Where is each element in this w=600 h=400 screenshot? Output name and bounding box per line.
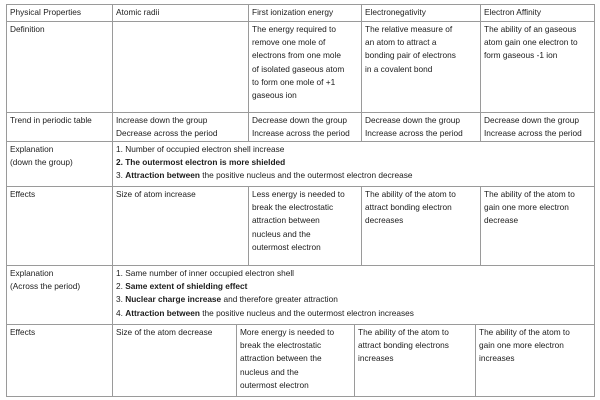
trend-radii-line: Increase down the group: [116, 115, 208, 125]
trend-affinity: [480, 112, 595, 142]
explanation-down-item-rest: the positive nucleus and the outermost electron decrease: [199, 170, 413, 181]
effects-down-affinity: [480, 186, 595, 266]
explanation-across-item-bold: Nuclear charge increase: [125, 294, 222, 305]
effects-down-electronegativity-line: decreases: [365, 215, 404, 226]
explanation-across-item: [116, 293, 591, 306]
explanation-down-item-bold: 2. The outermost electron is more shielded: [116, 157, 286, 168]
effects-down-ionization-line: break the electrostatic: [252, 202, 334, 213]
explanation-down-item-bold: Attraction between: [125, 170, 200, 181]
trend-ionization-line: Increase across the period: [252, 128, 350, 139]
definition-affinity: [480, 21, 595, 113]
effects-down-affinity-line: The ability of the atom to: [484, 189, 575, 199]
definition-electronegativity-line: bonding pair of electrons: [365, 50, 456, 61]
header-atomic-radii-text: Atomic radii: [116, 7, 160, 17]
definition-label: [6, 21, 113, 113]
header-electron-affinity-text: Electron Affinity: [484, 7, 542, 17]
header-first-ionization-energy-text: First ionization energy: [252, 7, 334, 17]
definition-label-text: Definition: [10, 24, 45, 34]
effects-across-radii: [112, 324, 237, 397]
trend-affinity-line: Increase across the period: [484, 128, 582, 139]
definition-electronegativity-line: The relative measure of: [365, 24, 453, 34]
definition-ionization-line: of isolated gaseous atom: [252, 63, 345, 74]
definition-affinity-line: The ability of an gaseous: [484, 24, 577, 34]
effects-across-label: [6, 324, 113, 397]
header-first-ionization-energy: [248, 4, 362, 22]
effects-down-ionization-line: Less energy is needed to: [252, 189, 345, 199]
definition-electronegativity-line: in a covalent bond: [365, 63, 433, 74]
header-physical-properties: [6, 4, 113, 22]
explanation-across-item-number: 3.: [116, 294, 126, 305]
explanation-across-item: 1. Same number of inner occupied electron shell: [116, 268, 295, 278]
effects-across-affinity-line: increases: [479, 353, 515, 364]
definition-ionization-line: remove one mole of: [252, 37, 326, 48]
effects-across-ionization-line: More energy is needed to: [240, 327, 335, 337]
trend-radii-line: Decrease across the period: [116, 128, 218, 139]
effects-down-radii-text: Size of atom increase: [116, 189, 196, 199]
definition-radii: [112, 21, 249, 113]
explanation-across-item: [116, 280, 591, 293]
trend-electronegativity-line: Decrease down the group: [365, 115, 461, 125]
effects-across-affinity: [475, 324, 595, 397]
header-atomic-radii: [112, 4, 249, 22]
explanation-down-content: [112, 141, 595, 187]
effects-down-ionization-line: attraction between: [252, 215, 320, 226]
definition-ionization-line: The energy required to: [252, 24, 336, 34]
definition-ionization: [248, 21, 362, 113]
properties-table: [6, 4, 595, 397]
explanation-across-item-bold: Attraction between: [125, 307, 200, 318]
trend-label-text: Trend in periodic table: [10, 115, 92, 125]
explanation-across-item-rest: the positive nucleus and the outermost electron increases: [199, 307, 414, 318]
explanation-across-label-line: (Across the period): [10, 281, 81, 292]
effects-across-affinity-line: The ability of the atom to: [479, 327, 570, 337]
effects-across-electronegativity-line: attract bonding electrons: [358, 340, 449, 351]
trend-ionization-line: Decrease down the group: [252, 115, 348, 125]
effects-down-ionization: [248, 186, 362, 266]
explanation-down-label-line: (down the group): [10, 157, 73, 168]
effects-down-label-text: Effects: [10, 189, 36, 199]
explanation-down-item: 1. Number of occupied electron shell increase: [116, 144, 285, 154]
header-physical-properties-text: Physical Properties: [10, 7, 82, 17]
effects-across-ionization: [236, 324, 355, 397]
explanation-across-item: [116, 307, 591, 320]
trend-affinity-line: Decrease down the group: [484, 115, 580, 125]
explanation-across-item-bold: Same extent of shielding effect: [125, 281, 248, 292]
effects-across-electronegativity-line: increases: [358, 353, 394, 364]
trend-label: [6, 112, 113, 142]
explanation-across-label-line: Explanation: [10, 268, 54, 278]
trend-ionization: [248, 112, 362, 142]
header-electronegativity-text: Electronegativity: [365, 7, 426, 17]
definition-ionization-line: electrons from one mole: [252, 50, 342, 61]
explanation-down-item-number: 3.: [116, 170, 126, 181]
definition-affinity-line: form gaseous -1 ion: [484, 50, 558, 61]
explanation-across-label: [6, 265, 113, 325]
effects-across-radii-text: Size of the atom decrease: [116, 327, 213, 337]
effects-across-electronegativity: [354, 324, 476, 397]
definition-affinity-line: atom gain one electron to: [484, 37, 578, 48]
trend-electronegativity: [361, 112, 481, 142]
definition-electronegativity-line: an atom to attract a: [365, 37, 437, 48]
effects-down-electronegativity: [361, 186, 481, 266]
effects-across-ionization-line: attraction between the: [240, 353, 322, 364]
effects-down-ionization-line: nucleus and the: [252, 228, 311, 239]
effects-across-label-text: Effects: [10, 327, 36, 337]
definition-ionization-line: gaseous ion: [252, 90, 297, 101]
explanation-down-label: [6, 141, 113, 187]
explanation-across-content: [112, 265, 595, 325]
definition-electronegativity: [361, 21, 481, 113]
effects-across-ionization-line: break the electrostatic: [240, 340, 322, 351]
trend-electronegativity-line: Increase across the period: [365, 128, 463, 139]
effects-down-radii: [112, 186, 249, 266]
explanation-across-item-number: 4.: [116, 307, 126, 318]
effects-across-affinity-line: gain one more electron: [479, 340, 564, 351]
effects-down-label: [6, 186, 113, 266]
effects-across-ionization-line: outermost electron: [240, 379, 309, 390]
effects-across-electronegativity-line: The ability of the atom to: [358, 327, 449, 337]
effects-down-affinity-line: gain one more electron: [484, 202, 569, 213]
effects-down-electronegativity-line: The ability of the atom to: [365, 189, 456, 199]
explanation-down-item: [116, 156, 591, 169]
header-electron-affinity: [480, 4, 595, 22]
header-electronegativity: [361, 4, 481, 22]
effects-down-affinity-line: decrease: [484, 215, 519, 226]
explanation-down-item: [116, 169, 591, 182]
effects-down-electronegativity-line: attract bonding electron: [365, 202, 452, 213]
explanation-across-item-rest: and therefore greater attraction: [221, 294, 338, 305]
explanation-down-label-line: Explanation: [10, 144, 54, 154]
effects-down-ionization-line: outermost electron: [252, 241, 321, 252]
effects-across-ionization-line: nucleus and the: [240, 366, 299, 377]
definition-ionization-line: to form one mole of +1: [252, 76, 336, 87]
explanation-across-item-number: 2.: [116, 281, 126, 292]
trend-radii: [112, 112, 249, 142]
